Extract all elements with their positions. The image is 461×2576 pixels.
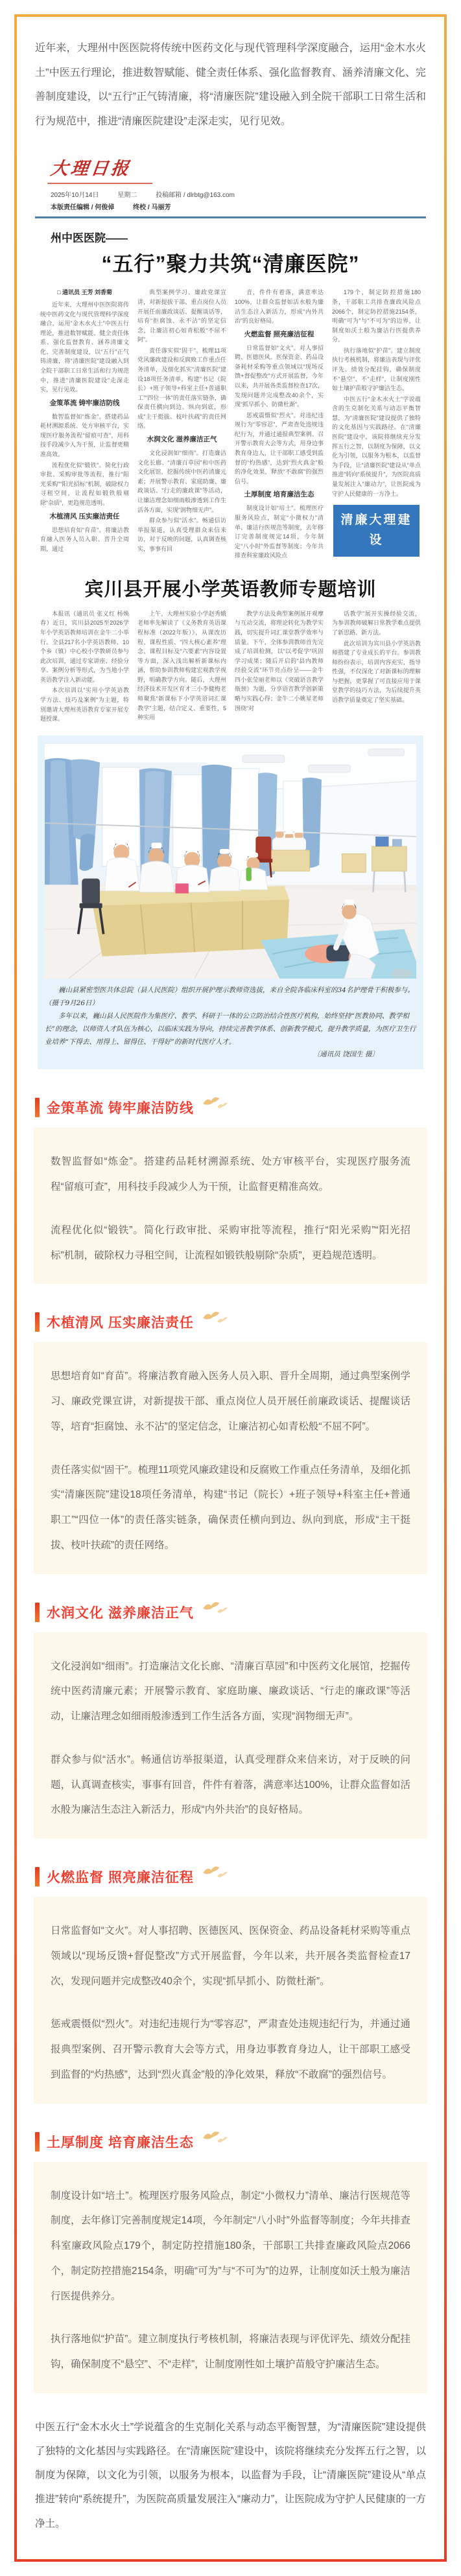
newspaper-column-paragraph: 典型案例学习、廉政党课宣讲，对新提拔干部、重点岗位人员开展任前廉政谈话、提醒谈话等，培育“拒腐蚀、永不沾”的坚定信念，让廉洁初心如青松般“不屈不阿”。 [137,289,226,343]
gold-birds-icon [200,1093,228,1111]
photo-credit: 〔通讯员 饶国生 摄〕 [313,1050,379,1059]
section-title: 火燃监督 照亮廉洁征程 [47,1870,194,1886]
section-paragraph: 惩戒震慑似“烈火”。对违纪违规行为“零容忍”，严肃查处违规违纪行为，并通过通报典型案例、召开警示教育大会等方式，用身边事教育身边人，让干部职工感受到监督的“灼热感”，达到“烈火真金”般的净化效果，释放“不敢腐”的强烈信号。 [51,2019,410,2080]
newspaper-column-paragraph: 上午，大理州实验小学赵秀娥老师率先解读了《义务教育英语课程标准（2022年版）》，从课改历程、课程性质、“四大核心素养”理念、课程目标及“六要素”内容设置等方面，深入浅出解析新课标内涵，帮助参训教师构建宏观教学视野，明确教学方向。随后，大理州经济技术开发区育才三小李健梅老师聚焦“新课标下小学英语词汇课教学”主题，结合定义、重要性，5种实用 [137,610,226,721]
newspaper-column-paragraph: 音，件件有着落，满意率达100%，让群众监督如活水般为廉洁生态注入新活力，形成“内外共治”的良好格局。 [235,289,324,325]
section-header [35,1603,427,1622]
newspaper-column-paragraph: 制度设计如“培土”。梳理医疗服务风险点，制定“小微权力”清单、廉洁行医规范等制度，去年修订完善制度规定14项，今年制定“八小时”外监督等制度；今年共排查科室廉政风险点 [235,505,324,559]
gold-birds-icon [200,1598,228,1616]
section-title: 木植清风 压实廉洁责任 [47,1316,194,1331]
newspaper-masthead [35,154,426,218]
article1-columns [35,288,426,561]
newspaper-column-subhead: 火燃监督 照亮廉洁征程 [244,330,314,338]
newspaper-column [137,609,226,725]
section-fire [34,1867,427,2104]
newspaper-column-paragraph: 此次培训为宾川县小学英语教师搭建了专业成长的平台。参训教师纷纷表示，培训内容充实，指导性强，不仅深化了对新课标的理解与把握，更掌握了可直接应用于课堂教学的技巧方法，为后续提升英语教学质量奠定了坚实基础。 [332,640,421,704]
section-title: 水润文化 滋养廉洁正气 [47,1605,194,1621]
newspaper-column [332,609,421,725]
section-paragraph: 流程优化似“锻铁”。简化行政审批、采购审批等流程，推行“阳光采购”“阳光招标”机制，破除权力寻租空间，让流程如锻铁般剔除“杂质”，更趋规范透明。 [51,1224,410,1261]
newspaper-column-subhead: 土厚制度 培育廉洁生态 [244,491,314,499]
newspaper-column-paragraph: 执行落地似“护苗”。建立制度执行考核机制，将廉洁表现与评优评先、绩效分配挂钩，确保制度不“悬空”、不“走样”，让制度刚性如土壤护苗般守护廉洁生态。 [332,347,421,392]
article-frame [14,14,447,2562]
newspaper-column-subhead: 木植清风 压实廉洁责任 [49,512,120,520]
section-paragraph: 日常监督如“文火”。对人事招聘、医德医风、医保资金、药品设备耗材采购等重点领域以“现场反馈+督促整改”方式开展监督，今年以来，共开展各类监督检查17次，发现问题并完成整改40余个，实现“抓早抓小、防微杜渐”。 [51,1925,410,1987]
masthead-proofreader: 终校 / 马丽芳 [133,204,171,212]
masthead-editor: 本版责任编辑 / 何俊倬 [51,204,115,212]
section-header [35,1867,427,1886]
nursing-training-photo [45,744,416,979]
section-water [34,1603,427,1839]
newspaper-byline: □ 通讯员 王芳 刘香菊 [57,289,112,296]
masthead-editor-row [51,202,426,211]
newspaper-column [332,288,421,561]
newspaper-column-paragraph: 流程优化似“锻铁”。简化行政审批、采购审批等流程，推行“阳光采购”“阳光招标”机制，破除权力寻租空间，让流程如锻铁般剔除“杂质”，更趋规范透明。 [40,461,129,506]
newspaper-column-paragraph: 中医五行“金木水火土”学说蕴含的生克制化关系与动态平衡智慧，为“清廉医院”建设提供了独特的文化基因与实践路径。在“清廉医院”建设中，该院将继续充分发挥五行之智，以制度为保障，以文化为引领，以服务为根本，以监督为手段，让“清廉医院”建设从“单点推进”转向“系统提升”，为医院高质量发展注入“廉动力”，让医院成为守护人民健康的一方净土。 [332,395,421,497]
section-title: 金策革流 铸牢廉洁防线 [47,1101,194,1117]
section-paragraph: 责任落实似“固干”。梳理11项党风廉政建设和反腐败工作重点任务清单，及细化抓实“清廉医院”建设18项任务清单，构建“书记（院长）+班子领导+科室主任+普通职工”“四位一体”的责任落实链条，确保责任横向到边、纵向到底，形成“主干挺拔、枝叶扶疏”的责任网络。 [51,1464,410,1551]
article1-kicker: 州中医医院—— [51,232,128,245]
section-accent-bar [35,1867,40,1886]
section-accent-bar [35,2132,40,2152]
newspaper-logo: 大理日报 [47,154,156,184]
section-earth [34,2132,427,2393]
section-accent-bar [35,1603,40,1622]
section-body [34,1128,427,1284]
section-header [35,1312,427,1332]
section-paragraph: 执行落地似“护苗”。建立制度执行考核机制，将廉洁表现与评优评先、绩效分配挂钩，确保制度不“悬空”、不“走样”，让制度刚性如土壤护苗般守护廉洁生态。 [51,2334,410,2371]
section-title: 土厚制度 培育廉洁生态 [47,2135,194,2150]
section-body [34,1342,427,1573]
section-body [34,2162,427,2393]
newspaper-column-paragraph: 近年来，大理州中医医院将传统中医药文化与现代管理科学深度融合，运用“金木水火土”中医五行理论，推进数智赋能、健全责任体系、强化监督教育、涵养清廉文化、完善制度建设，以“五行”正气铸清廉，将“清廉医院”建设融入到全院干部职工日常生活和行为规范中，推进“清廉医院建设”走深走实，见行见效。 [40,301,129,393]
article2-headline: 宾川县开展小学英语教师专题培训 [84,579,377,600]
newspaper-column-paragraph: 教学方法及典型案例展开观摩与互动交流，将理论转化为教学实践，切实提升词汇课堂教学效率与质量。下午，全体参训教师首先完成了培训检测，以“以考促学”巩固学习成果；随后开启的“县内教师经验交流”环节亮点纷呈——金牛四小张莹丽老师以《突破语音教学瓶颈》为题，分享语音教学创新策略与实践心得；金牛二小姚星老师围绕“对 [235,610,324,712]
photo-caption-line: 多年以来，巍山县人民医院作为集医疗、教学、科研于一体的公立防治结合性医疗机构，始终坚持“医教协同、教学相长”的理念，以师资人才队伍为核心，以临床实践为导向，持续完善教学体系、创新教学模式，提升教学质量，为医疗卫生行业培养“下得去、用得上、留得住、干得好”的新时代医疗人才。 [45,1012,416,1046]
photo-card [38,736,423,1070]
gold-birds-icon [200,1308,228,1326]
section-wood [34,1312,427,1573]
newspaper-column-paragraph: 话教学”展开实操经验交流，为参训教师破解日常教学难点提供了新思路、新方法。 [332,610,421,636]
newspaper-clipping [34,152,427,1069]
section-paragraph: 思想培育如“育苗”。将廉洁教育融入医务人员入职、晋升全周期，通过典型案例学习、廉政党课宣讲，对新提拔干部、重点岗位人员开展任前廉政谈话、提醒谈话等，培育“拒腐蚀、永不沾”的坚定信念，让廉洁初心如青松般“不屈不阿”。 [51,1371,410,1432]
newspaper-column-text [332,288,421,498]
section-paragraph: 制度设计如“培土”。梳理医疗服务风险点，制定“小微权力”清单、廉洁行医规范等制度，去年修订完善制度规定14项，今年制定“八小时”外监督等制度；今年共排查科室廉政风险点179个，制定防控措施180条，干部职工共排查廉政风险点2066个，制定防控措施2154条，明确“可为”与“不可为”的边界，让制度如沃土般为廉洁行医提供养分。 [51,2190,410,2302]
newspaper-column [40,288,129,561]
gold-birds-icon [200,1862,228,1881]
newspaper-column-paragraph: 数智监督如“炼金”。搭建药品耗材溯源系统、处方审核平台，实现医疗服务流程“留痕可查”，用科技手段减少人为干预，让监督更精准高效。 [40,413,129,458]
newspaper-column-paragraph: 责任落实似“固干”。梳理11项党风廉政建设和反腐败工作重点任务清单，及细化抓实“清廉医院”建设18项任务清单，构建“书记（院长）+班子领导+科室主任+普通职工”“四位一体”的责任落实链条，确保责任横向到边、纵向到底，形成“主干挺拔、枝叶扶疏”的责任网络。 [137,347,226,430]
section-body [34,1632,427,1839]
newspaper-column-subhead: 金策革流 铸牢廉洁防线 [49,399,120,407]
newspaper-column-paragraph: 179个，制定防控措施180条，干部职工共排查廉政风险点2066个，制定防控措施2154条，明确“可为”与“不可为”的边界，让制度如沃土般为廉洁行医提供养分。 [332,289,421,343]
photo-caption-line: 巍山县紧密型医共体总院（县人民医院）组织开展护理示教师资选拔，来自全院各临床科室的34名护理骨干积极参与。（摄于9月26日） [45,986,414,1007]
section-header [35,1098,427,1117]
newspaper-column-paragraph: 惩戒震慑似“烈火”。对违纪违规行为“零容忍”，严肃查处违规违纪行为，并通过通报典型案例、召开警示教育大会等方式，用身边事教育身边人，让干部职工感受到监督的“灼热感”，达到“烈火真金”般的净化效果，释放“不敢腐”的强烈信号。 [235,412,324,485]
masthead-date: 2025年10月14日 [51,192,99,200]
masthead-divider [35,216,426,218]
qinglian-dali-badge: 清廉大理建设 [333,505,420,557]
intro-paragraph: 近年来，大理州中医医院将传统中医药文化与现代管理科学深度融合，运用“金木水火土”中医五行理论，推进数智赋能、健全责任体系、强化监督教育、涵养清廉文化、完善制度建设，以“五行”正气铸清廉，将“清廉医院”建设融入到全院干部职工日常生活和行为规范中，推进“清廉医院建设”走深走实，见行见效。 [35,43,426,127]
judges-table [93,886,289,957]
newspaper-column-paragraph: 本报讯（通讯员 张义红 杨焕春）近日，宾川县2025至2026学年小学英语教师培训在金牛二小举行。全县217名小学英语教师、10个乡（镇）中心校小学教研员参与此次培训，通过专家讲座、经验分享、案例分析等形式，为当地小学英语教学注入新动能。 [40,610,129,683]
newspaper-column-subhead: 水润文化 滋养廉洁正气 [147,435,217,444]
section-accent-bar [35,1098,40,1117]
masthead-date-row [51,189,426,199]
newspaper-column-paragraph: 思想培育如“育苗”。将廉洁教育融入医务人员入职、晋升全周期，通过 [40,526,129,552]
newspaper-column [137,288,226,561]
article2-columns [35,609,426,725]
newspaper-column-paragraph: 日常监督如“文火”。对人事招聘、医德医风、医保资金、药品设备耗材采购等重点领域以“现场反馈+督促整改”方式开展监督，今年以来，共开展各类监督检查17次，发现问题并完成整改40余个，实现“抓早抓小、防微杜渐”。 [235,344,324,408]
newspaper-column [40,609,129,725]
newspaper-column [235,609,324,725]
gold-birds-icon [200,2128,228,2146]
section-body [34,1897,427,2104]
section-accent-bar [35,1312,40,1332]
masthead-weekday: 星期二 [117,192,137,200]
masthead-mailbox: 投稿邮箱 / dlrbtg@163.com [156,192,235,200]
newspaper-column [235,288,324,561]
section-header [35,2132,427,2152]
section-gold [34,1098,427,1284]
newspaper-column-paragraph: 群众参与似“活水”。畅通信访举报渠道，认真受理群众来信来访，对于反映的问题，认真调查核实，事事有回 [137,517,226,552]
section-paragraph: 文化浸润如“细雨”。打造廉洁文化长廊、“清廉百草园”和中医药文化展馆，挖掘传统中医药清廉元素；开展警示教育、家庭助廉、廉政谈话、“行走的廉政课”等活动，让廉洁理念如细雨般渗透到工作生活各方面，实现“润物细无声”。 [51,1660,410,1723]
article1-headline: “五行”聚力共筑“清廉医院” [101,252,360,276]
section-paragraph: 群众参与似“活水”。畅通信访举报渠道，认真受理群众来信来访，对于反映的问题，认真调查核实，事事有回音，件件有着落，满意率达100%，让群众监督如活水般为廉洁生态注入新活力，形成“内外共治”的良好格局。 [51,1754,410,1816]
section-paragraph: 数智监督如“炼金”。搭建药品耗材溯源系统、处方审核平台，实现医疗服务流程“留痕可查”，用科技手段减少人为干预，让监督更精准高效。 [51,1156,410,1193]
newspaper-column-paragraph: 文化浸润如“细雨”。打造廉洁文化长廊、“清廉百草园”和中医药文化展馆，挖掘传统中医药清廉元素；开展警示教育、家庭助廉、廉政谈话、“行走的廉政课”等活动，让廉洁理念如细雨般渗透到工作生活各方面，实现“润物细无声”。 [137,450,226,513]
newspaper-column-paragraph: 本次培训以“实用小学英语教学方法、技巧及案例”为主题，特别邀请大理州英语教育专家开展专题授课。 [40,687,129,723]
conclusion-paragraph: 中医五行“金木水火土”学说蕴含的生克制化关系与动态平衡智慧，为“清廉医院”建设提供了独特的文化基因与实践路径。在“清廉医院”建设中，该院将继续充分发挥五行之智，以制度为保障，以文化为引领，以服务为根本，以监督为手段，让“清廉医院”建设从“单点推进”转向“系统提升”，为医院高质量发展注入“廉动力”，让医院成为守护人民健康的一方净土。 [35,2421,426,2529]
photo-caption [45,984,416,1062]
